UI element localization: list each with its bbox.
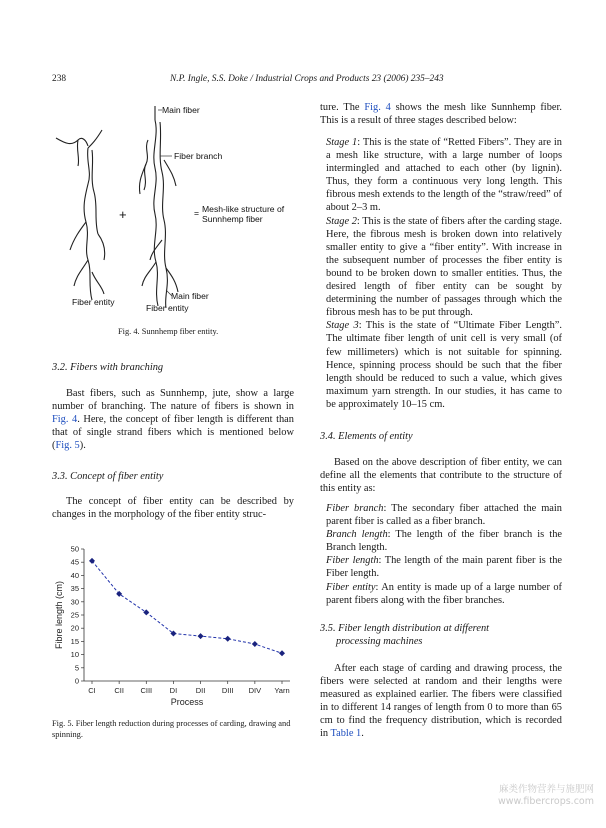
- stage-2-label: Stage 2: [326, 215, 357, 227]
- label-fiber-entity-left: Fiber entity: [72, 297, 115, 307]
- label-main-fiber-top: Main fiber: [162, 105, 200, 115]
- y-tick-label: 30: [70, 597, 79, 607]
- def-fiber-entity-label: Fiber entity: [326, 581, 376, 593]
- label-main-fiber-bottom: Main fiber: [171, 291, 209, 301]
- figure-4-drawing: [52, 100, 302, 320]
- def-fiber-length-text: : The length of the main parent fiber is the Fiber length.: [326, 555, 563, 580]
- x-tick-label: DIII: [221, 686, 234, 695]
- fig-5-link[interactable]: Fig. 5: [55, 440, 80, 452]
- section-3-4-paragraph: Based on the above description of fiber entity, we can define all the elements that contribute to the structure of this entity as:: [320, 457, 562, 495]
- stage-3: [326, 319, 562, 411]
- label-fiber-branch: Fiber branch: [174, 151, 223, 161]
- data-point: [225, 636, 231, 642]
- section-3-5-heading: [320, 622, 562, 648]
- stage-3-text: : This is the state of “Ultimate Fiber Length”. The ultimate fiber length of unit cell is very small (of few millimeters) which is not suitable for spinning. Hence, spinning process should be such that the fiber length should be reduced to such a value, which gives maximum yarn strength. In our studies, it has came to be approximately 10–15 cm.: [326, 320, 562, 410]
- section-3-3-title: 3.3. Concept of fiber entity: [52, 471, 164, 482]
- x-tick-label: CII: [114, 686, 124, 695]
- data-point: [116, 591, 122, 597]
- fiber-entity-right: [139, 106, 178, 308]
- data-point: [143, 609, 149, 615]
- definitions-block: [326, 502, 562, 607]
- section-3-2-title: 3.2. Fibers with branching: [52, 362, 164, 373]
- data-point: [198, 633, 204, 639]
- y-tick-label: 20: [70, 623, 79, 633]
- section-3-2-paragraph: [52, 387, 294, 452]
- def-fiber-entity-text: : An entity is made up of a large number of parent fibers along with the fiber branches.: [326, 581, 563, 606]
- s32-text-1: Bast fibers, such as Sunnhemp, jute, show a large number of branching. The nature of fibers is shown in: [52, 388, 294, 413]
- x-tick-label: CIII: [140, 686, 153, 695]
- fiber-entity-left: [56, 130, 105, 300]
- stage-1-label: Stage 1: [326, 137, 358, 148]
- y-tick-label: 0: [74, 676, 79, 686]
- figure-5-caption: Fig. 5. Fiber length reduction during processes of carding, drawing and spinning.: [52, 719, 291, 739]
- x-tick-label: Yarn: [274, 686, 290, 695]
- section-3-3-heading: [52, 470, 294, 483]
- fiber-entity-intro: [320, 101, 562, 127]
- x-tick-label: DIV: [248, 686, 262, 695]
- definition-fiber-entity: [326, 581, 562, 607]
- fig-4-link-right[interactable]: Fig. 4: [364, 102, 391, 113]
- watermark-chinese: 麻类作物营养与施肥网: [498, 784, 594, 795]
- y-tick-label: 5: [74, 663, 79, 673]
- stage-1: [326, 136, 562, 215]
- def-fiber-branch-label: Fiber branch: [326, 503, 384, 514]
- x-tick-label: DI: [169, 686, 178, 695]
- table-1-link[interactable]: Table 1: [330, 728, 362, 740]
- watermark-url: www.fibercrops.com: [497, 796, 594, 807]
- y-tick-labels: [71, 545, 79, 686]
- running-header: [52, 74, 562, 88]
- stage-2-text: : This is the state of fibers after the carding stage. Here, the fibrous mesh is broken down into relatively smaller entity to give a “fiber entity”. With increase in the subsequent number of processes the fiber entity is bound to be broken down to smaller entities. Thus, the desired length of fiber entity can be sought by determining the number of passages through which the fibrous mesh has to be put through.: [326, 215, 562, 319]
- section-3-5-title-line1: 3.5. Fiber length distribution at different: [320, 623, 490, 634]
- page-number: 238: [52, 74, 67, 84]
- intro-text-1: ture. The: [320, 102, 365, 113]
- x-tick-label: CI: [88, 686, 96, 695]
- chart-axes: [81, 549, 290, 684]
- def-fiber-length-label: Fiber length: [326, 555, 379, 567]
- intro-text-2: shows the mesh like Sunnhemp fiber. This is a result of three stages described below:: [320, 102, 562, 127]
- y-axis-label: Fibre length (cm): [54, 580, 64, 650]
- label-mesh-line2: Sunnhemp fiber: [202, 214, 263, 224]
- definition-branch-length: [326, 528, 562, 554]
- section-3-5-paragraph: [320, 662, 562, 741]
- def-branch-length-text: : The length of the fiber branch is the Branch length.: [326, 529, 562, 554]
- equals-sign: =: [194, 208, 200, 218]
- y-tick-label: 40: [70, 570, 79, 580]
- plus-sign: +: [119, 207, 127, 222]
- y-tick-label: 45: [70, 557, 79, 567]
- s32-text-3: ).: [79, 440, 86, 452]
- stage-2: [326, 215, 562, 320]
- y-tick-label: 50: [70, 544, 79, 554]
- stage-1-text: : This is the state of “Retted Fibers”. They are in a mesh like structure, with a large number of loops intermingled and attached to each other (by lignin). Thus, they form a continuous very long length. This fibrous mesh extends to the length of the “straw/reed” of about 2–3 m.: [326, 137, 562, 214]
- figure-4-caption: Fig. 4. Sunnhemp fiber entity.: [118, 327, 219, 336]
- series-fibre-length: [89, 558, 285, 656]
- figure-5-chart: [52, 541, 302, 711]
- data-point: [279, 650, 285, 656]
- definition-fiber-branch: [326, 502, 562, 528]
- section-3-5-title-line2: processing machines: [336, 636, 423, 648]
- y-tick-label: 25: [70, 610, 79, 620]
- y-tick-label: 35: [70, 584, 79, 594]
- def-fiber-branch-text: : The secondary fiber attached the main parent fiber is called as a fiber branch.: [326, 503, 562, 528]
- data-point: [252, 641, 258, 647]
- site-watermark: [498, 784, 594, 808]
- section-3-2-heading: [52, 361, 294, 374]
- section-3-4-heading: [320, 430, 562, 443]
- y-tick-label: 10: [70, 650, 79, 660]
- stage-3-label: Stage 3: [326, 320, 359, 332]
- section-3-4-title: 3.4. Elements of entity: [320, 431, 413, 442]
- s35-text-2: .: [361, 728, 364, 740]
- x-tick-label: DII: [195, 686, 206, 695]
- def-branch-length-label: Branch length: [326, 529, 388, 541]
- section-3-3-paragraph: The concept of fiber entity can be described by changes in the morphology of the fiber entity struc-: [52, 496, 294, 521]
- x-tick-labels: [88, 686, 289, 695]
- fig-4-link[interactable]: Fig. 4: [52, 414, 78, 426]
- stages-block: [326, 136, 562, 411]
- definition-fiber-length: [326, 554, 562, 580]
- y-tick-label: 15: [70, 636, 79, 646]
- journal-citation: N.P. Ingle, S.S. Doke / Industrial Crops and Products 23 (2006) 235–243: [170, 74, 444, 84]
- x-axis-label: Process: [170, 697, 204, 707]
- s32-text-2: . Here, the concept of fiber length is different than that of single strand fibers which is mentioned below (: [52, 414, 294, 452]
- label-fiber-entity-right: Fiber entity: [146, 303, 189, 313]
- s35-text-1: After each stage of carding and drawing process, the fibers were selected at random and their lengths were measured as explained earlier. The fibers were classified in to different 14 ranges of length from 0 to more than 65 cm to find the frequency distribution, which is recorded in: [320, 663, 562, 740]
- label-mesh-line1: Mesh-like structure of: [202, 204, 285, 214]
- series-line: [92, 561, 282, 653]
